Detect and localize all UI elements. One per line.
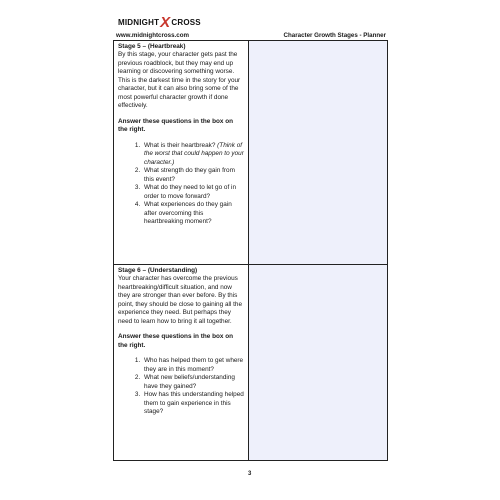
stage-6-heading: Stage 6 – (Understanding) <box>118 267 198 274</box>
stage-5-question-1-hint: (Think of the worst that could happen to your character.) <box>144 141 244 166</box>
stage-6-answer-box[interactable] <box>249 265 387 460</box>
stage-6-prompt-cell <box>114 265 249 460</box>
stage-5-question-3: 3. What do they need to let go of in order to move forward? <box>142 184 244 201</box>
page-number: 3 <box>248 471 252 477</box>
logo-text-left: MIDNIGHT <box>118 17 160 27</box>
planner-table <box>113 40 388 461</box>
stage-5-question-4: 4. What experiences do they gain after overcoming this heartbreaking moment? <box>142 201 244 227</box>
document-title: Character Growth Stages - Planner <box>283 32 386 39</box>
site-url: www.midnightcross.com <box>116 32 189 39</box>
stage-5-intro: By this stage, your character gets past the previous roadblock, but they may end up learning or discovering something worse. This is the darkest time in the story for your character, but it can also bring some of the most powerful character growth if done effectively. <box>118 51 241 110</box>
logo-x-mark: X <box>160 13 171 31</box>
stage-6-question-1: 1. Who has helped them to get where they are in this moment? <box>142 357 244 374</box>
stage-5-question-2: 2. What strength do they gain from this event? <box>142 167 244 184</box>
stage-5-answer-box[interactable] <box>249 41 387 265</box>
stage-5-prompt-cell <box>114 41 249 265</box>
stage-5-questions <box>118 142 244 227</box>
midnightcross-logo <box>118 14 201 30</box>
stage-5-question-1-text: What is their heartbreak? <box>144 141 218 149</box>
stage-5-heading: Stage 5 – (Heartbreak) <box>118 43 186 50</box>
stage-6-question-2: 2. What new beliefs/understanding have they gained? <box>142 374 244 391</box>
logo-text-right: CROSS <box>171 17 201 27</box>
stage-5-instruction: Answer these questions in the box on the right. <box>118 117 234 134</box>
stage-5-question-1 <box>142 142 244 168</box>
stage-6-intro: Your character has overcome the previous heartbreaking/difficult situation, and now they are stronger than ever before. By this point, they should be close to gaining all the experience they need. But perhaps they need to learn how to bring it all together. <box>118 275 242 325</box>
stage-6-questions <box>118 357 244 417</box>
stage-6-question-3: 3. How has this understanding helped them to gain experience in this stage? <box>142 391 244 417</box>
stage-6-instruction: Answer these questions in the box on the right. <box>118 333 234 349</box>
